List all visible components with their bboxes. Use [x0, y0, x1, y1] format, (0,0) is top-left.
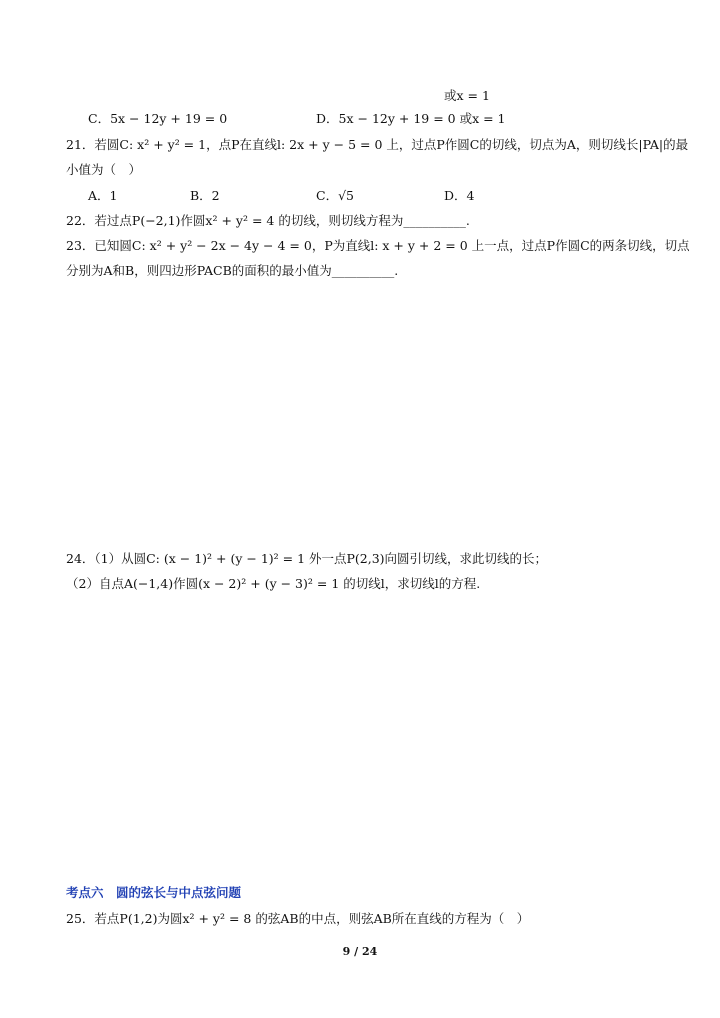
- q21-text-line1: 21．若圆C: x² + y² = 1，点P在直线l: 2x + y − 5 = 0 上，过点P作圆C的切线，切点为A，则切线长|PA|的最: [66, 137, 689, 152]
- q21-option-a: A．1: [88, 188, 118, 203]
- q21-option-c: C．√5: [316, 188, 354, 203]
- q20-option-c: C．5x − 12y + 19 = 0: [88, 111, 228, 126]
- q23-text-line2: 分别为A和B，则四边形PACB的面积的最小值为__________.: [66, 263, 399, 278]
- q24-part1: 24．（1）从圆C: (x − 1)² + (y − 1)² = 1 外一点P(2,3)向圆引切线，求此切线的长；: [66, 551, 548, 566]
- q21-text-line2: 小值为（ ）: [66, 162, 142, 177]
- q25-text: 25．若点P(1,2)为圆x² + y² = 8 的弦AB的中点，则弦AB所在直线的方程为（ ）: [66, 911, 530, 926]
- page-number: 9 / 24: [342, 945, 378, 958]
- q23-text-line1: 23．已知圆C: x² + y² − 2x − 4y − 4 = 0，P为直线l: x + y + 2 = 0 上一点，过点P作圆C的两条切线，切点: [66, 238, 690, 253]
- q20-or-line: 或x = 1: [444, 88, 490, 103]
- q24-part2: （2）自点A(−1,4)作圆(x − 2)² + (y − 3)² = 1 的切线l，求切线l的方程.: [66, 576, 481, 591]
- section-heading: 考点六 圆的弦长与中点弦问题: [66, 885, 242, 900]
- q20-option-d: D．5x − 12y + 19 = 0 或x = 1: [316, 111, 506, 126]
- q21-option-d: D．4: [444, 188, 475, 203]
- q22-text: 22．若过点P(−2,1)作圆x² + y² = 4 的切线，则切线方程为__________.: [66, 213, 470, 228]
- q21-option-b: B．2: [190, 188, 220, 203]
